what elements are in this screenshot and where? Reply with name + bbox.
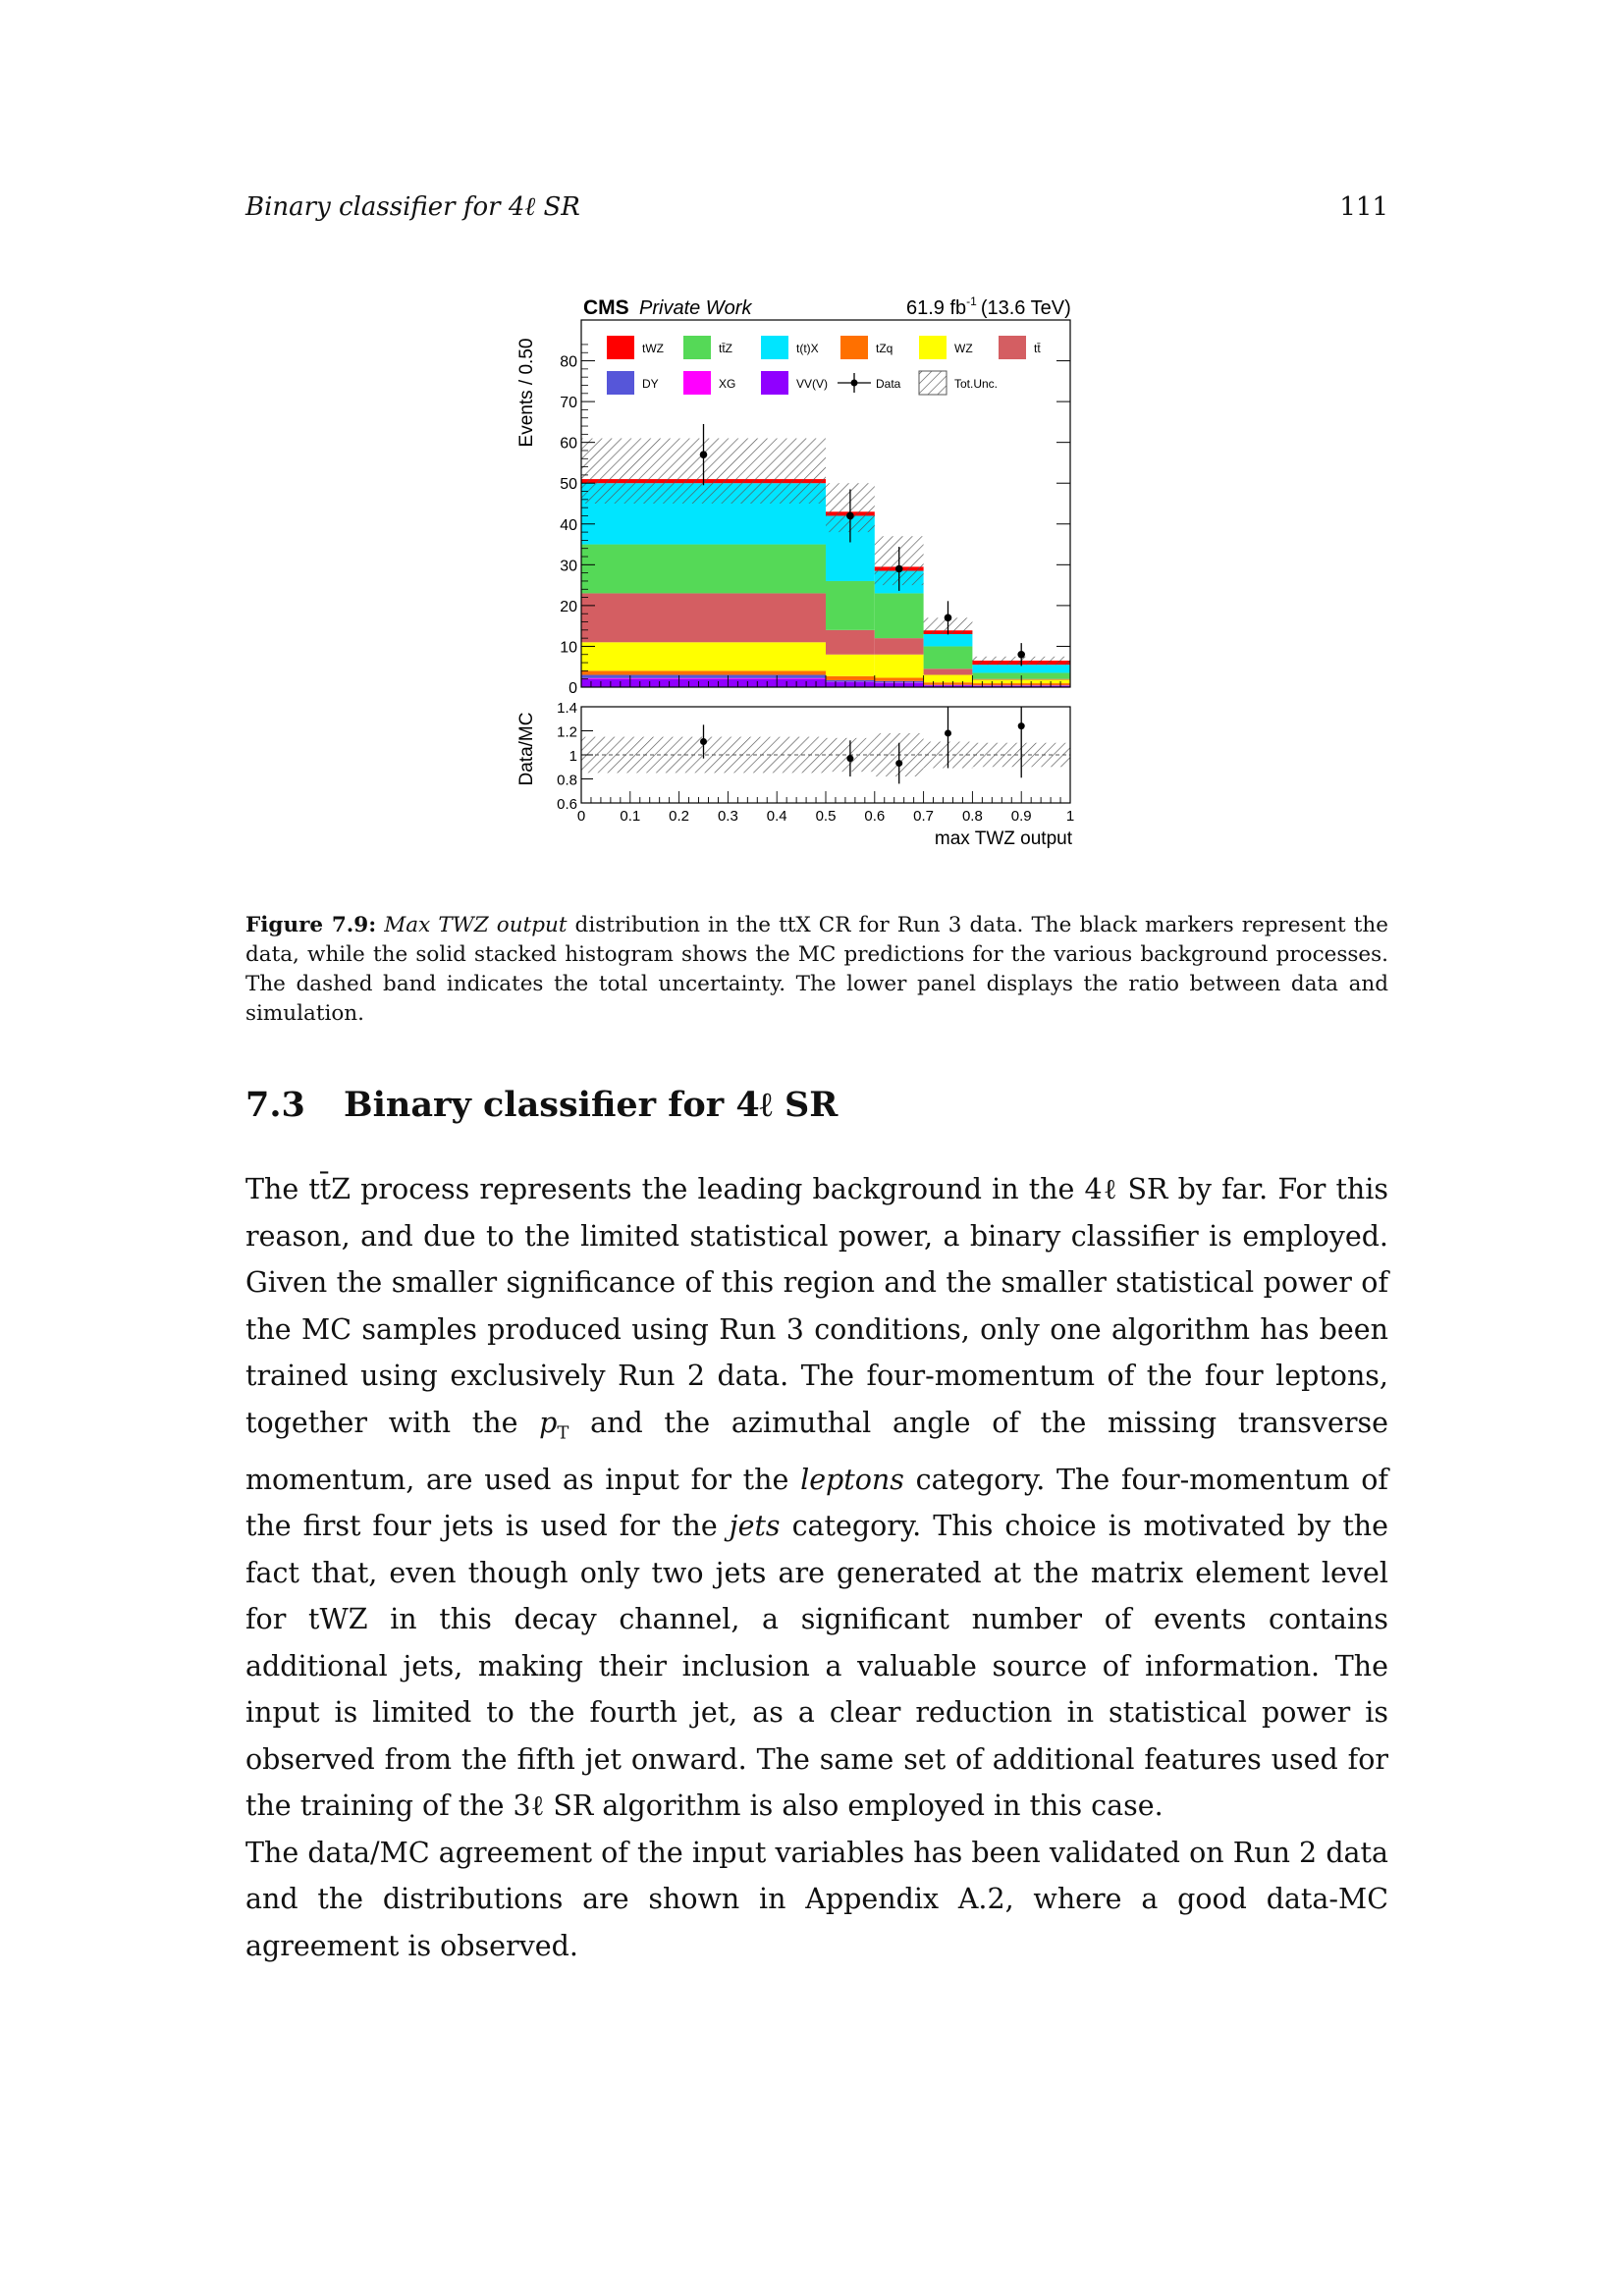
legend-label: VV(V): [796, 377, 829, 391]
bar-segment: [924, 682, 973, 684]
lumi-label: [906, 294, 1071, 319]
bar-segment: [826, 680, 875, 682]
legend-data-marker: [851, 380, 858, 387]
bar-segment: [581, 670, 826, 674]
y-tick-label: 30: [560, 558, 577, 575]
bar-segment: [826, 655, 875, 676]
y-tick-label: 80: [560, 353, 577, 371]
bar-segment: [924, 634, 973, 646]
ratio-tick-label: 1.2: [557, 723, 577, 741]
legend-swatch: [761, 371, 788, 395]
data-point: [945, 614, 952, 622]
bar-segment: [924, 668, 973, 674]
bar-segment: [581, 545, 826, 594]
y-tick-label: 20: [560, 598, 577, 615]
y-tick-label: 70: [560, 395, 577, 412]
legend-label: tWZ: [642, 342, 664, 355]
bar-segment: [875, 638, 924, 655]
y-tick-label: 40: [560, 516, 577, 534]
leptons-emphasis: leptons: [800, 1463, 904, 1496]
x-tick-label: 0.6: [864, 808, 886, 825]
lumi-value: 61.9 fb: [906, 297, 967, 319]
ratio-point: [700, 738, 707, 745]
ratio-point: [945, 729, 951, 736]
ratio-point: [1018, 722, 1025, 729]
x-tick-label: 1: [1065, 808, 1075, 825]
paragraph-1-part-d: category. This choice is motivated by the fact that, even though only two jets are generated at the matrix element level for tWZ in this decay channel, a significant number of events contains additional jets, making their inclusion a valuable source of information. The input is limited to the fourth jet, as a clear reduction in statistical power is observed from the fifth jet onward. The same set of additional features used for the training of the 3ℓ SR algorithm is also employed in this case.: [245, 1510, 1388, 1823]
x-tick-label: 0.4: [766, 808, 787, 825]
section-title: Binary classifier for 4ℓ SR: [344, 1085, 839, 1125]
x-tick-label: 0.2: [669, 808, 690, 825]
jets-emphasis: jets: [729, 1510, 781, 1543]
bar-segment: [875, 681, 924, 683]
y-axis-label: Events / 0.50: [516, 338, 537, 448]
legend-label: WZ: [954, 342, 973, 355]
bar-segment: [875, 683, 924, 687]
lumi-exponent: -1: [966, 294, 977, 308]
bar-segment: [581, 679, 826, 687]
bar-segment: [581, 675, 826, 678]
pt-symbol: p: [539, 1406, 558, 1439]
y-tick-label: 10: [560, 639, 577, 657]
ratio-tick-label: 0.8: [557, 772, 577, 789]
page-number: 111: [1339, 192, 1388, 222]
legend: [607, 336, 1041, 395]
bar-segment: [826, 676, 875, 680]
paragraph-1: [245, 1166, 1388, 1830]
paragraph-1-part-c: category. The four-momentum of the first four jets is used for the: [245, 1463, 1388, 1543]
legend-label: DY: [642, 377, 659, 391]
bar-segment: [826, 682, 875, 687]
paragraph-1-part-a: The tt̄Z process represents the leading background in the 4ℓ SR by far. For this reason, and due to the limited statistical power, a binary classifier is employed. Given the smaller significance of this region and the smaller statistical power of the MC samples produced using Run 3 conditions, only one algorithm has been trained using exclusively Run 2 data. The four-momentum of the four leptons, together with the: [245, 1173, 1388, 1439]
legend-swatch: [999, 336, 1026, 359]
bar-segment: [924, 646, 973, 668]
caption-text: distribution in the ttX CR for Run 3 data. The black markers represent the data, while the solid stacked histogram shows the MC predictions for the various background processes. The dashed band indicates the total uncertainty. The lower panel displays the ratio between data and simulation.: [245, 913, 1388, 1026]
y-tick-label: 60: [560, 435, 577, 453]
ratio-axis-label: Data/MC: [516, 712, 537, 786]
x-tick-label: 0.8: [961, 808, 983, 825]
private-work-label: Private Work: [639, 297, 752, 319]
ratio-tick-label: 1.4: [557, 700, 577, 717]
x-tick-label: 0.9: [1010, 808, 1032, 825]
pt-subscript: T: [557, 1422, 569, 1444]
legend-label: Tot.Unc.: [954, 377, 999, 391]
paragraph-1-part-b: and the azimuthal angle of the missing transverse momentum, are used as input for the: [245, 1406, 1388, 1496]
legend-label: t(t)X: [796, 342, 819, 355]
legend-swatch: [607, 371, 634, 395]
x-tick-label: 0.7: [913, 808, 935, 825]
caption-emphasis: Max TWZ output: [384, 913, 568, 937]
data-point: [700, 451, 708, 458]
data-point: [895, 565, 903, 573]
x-tick-label: 0: [576, 808, 586, 825]
bar-segment: [875, 593, 924, 638]
legend-swatch: [919, 336, 947, 359]
x-tick-label: 0.1: [620, 808, 641, 825]
bar-segment: [581, 593, 826, 642]
legend-swatch: [919, 371, 947, 395]
bar-segment: [924, 675, 973, 683]
legend-label: tt̄: [1034, 342, 1041, 355]
x-axis-label: max TWZ output: [934, 828, 1072, 849]
x-tick-label: 0.5: [815, 808, 837, 825]
figure-plot: [0, 0, 1624, 883]
section-heading: [245, 1085, 1388, 1125]
legend-label: XG: [719, 377, 736, 391]
legend-label: tt̄Z: [719, 342, 732, 355]
legend-label: Data: [876, 377, 901, 391]
bar-segment: [826, 581, 875, 630]
paragraph-2: The data/MC agreement of the input variables has been validated on Run 2 data and the distributions are shown in Appendix A.2, where a good data-MC agreement is observed.: [245, 1836, 1388, 1962]
legend-swatch: [761, 336, 788, 359]
legend-swatch: [683, 336, 711, 359]
ratio-tick-label: 0.6: [557, 796, 577, 813]
x-tick-label: 0.3: [717, 808, 738, 825]
legend-swatch: [607, 336, 634, 359]
y-tick-label: 0: [568, 680, 577, 697]
caption-label: Figure 7.9:: [245, 913, 377, 937]
bar-segment: [581, 642, 826, 670]
figure-caption: [245, 911, 1388, 1029]
running-title: Binary classifier for 4ℓ SR: [245, 192, 580, 222]
legend-label: tZq: [876, 342, 893, 355]
ratio-tick-label: 1: [568, 748, 577, 765]
section-number: 7.3: [245, 1085, 305, 1125]
ratio-point: [846, 755, 853, 762]
data-point: [846, 512, 854, 520]
ratio-point: [895, 760, 902, 767]
cms-label: CMS: [583, 296, 629, 319]
legend-swatch: [683, 371, 711, 395]
ratio-panel: [557, 700, 1074, 825]
bar-segment: [826, 630, 875, 655]
y-tick-label: 50: [560, 476, 577, 494]
bar-segment: [875, 677, 924, 680]
bar-segment: [581, 678, 826, 679]
body-text: [245, 1166, 1388, 1969]
energy-label: (13.6 TeV): [980, 297, 1071, 319]
bar-segment: [875, 655, 924, 678]
legend-swatch: [840, 336, 868, 359]
data-point: [1017, 651, 1025, 659]
